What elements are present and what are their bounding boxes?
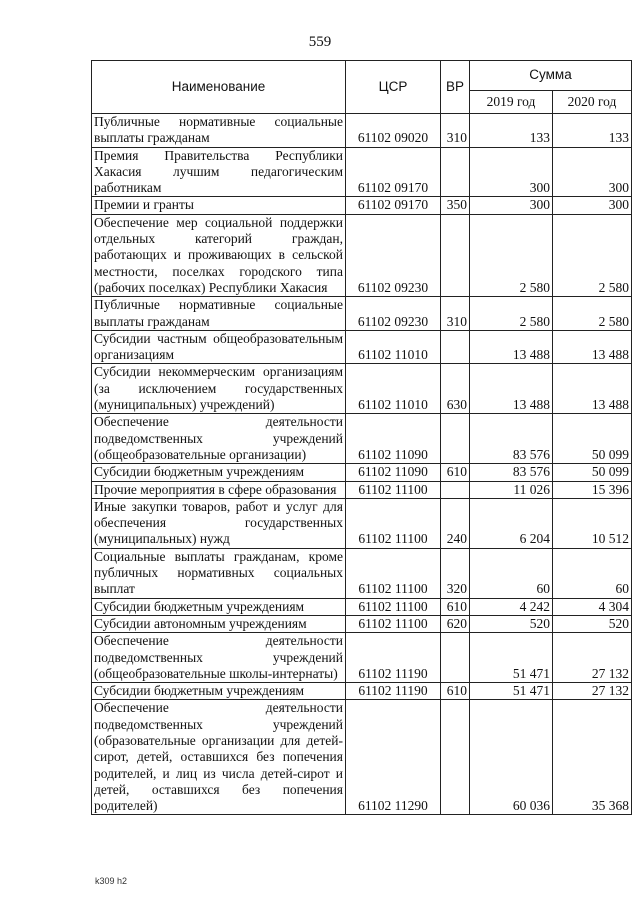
budget-table	[91, 60, 632, 815]
table-row	[92, 414, 632, 464]
cell-name: Публичные нормативные социальные выплаты гражданам	[92, 114, 346, 148]
cell-vr	[441, 700, 470, 815]
cell-vr: 630	[441, 364, 470, 414]
table-row	[92, 598, 632, 615]
cell-sum-2019: 51 471	[470, 683, 553, 700]
cell-vr: 610	[441, 464, 470, 481]
table-row	[92, 364, 632, 414]
cell-sum-2020: 300	[553, 197, 632, 214]
header-csr: ЦСР	[346, 61, 441, 114]
cell-sum-2019: 11 026	[470, 481, 553, 498]
cell-csr: 61102 11100	[346, 498, 441, 548]
cell-sum-2020: 2 580	[553, 297, 632, 331]
table-row	[92, 615, 632, 632]
cell-vr: 310	[441, 297, 470, 331]
cell-sum-2019: 300	[470, 147, 553, 197]
cell-sum-2019: 4 242	[470, 598, 553, 615]
header-sum: Сумма	[470, 61, 632, 91]
cell-sum-2020: 15 396	[553, 481, 632, 498]
cell-csr: 61102 11010	[346, 364, 441, 414]
cell-sum-2020: 10 512	[553, 498, 632, 548]
cell-csr: 61102 09230	[346, 214, 441, 296]
cell-name: Субсидии бюджетным учреждениям	[92, 683, 346, 700]
cell-vr	[441, 633, 470, 683]
cell-csr: 61102 09230	[346, 297, 441, 331]
cell-sum-2020: 300	[553, 147, 632, 197]
cell-name: Социальные выплаты гражданам, кроме публичных нормативных социальных выплат	[92, 548, 346, 598]
cell-name: Премия Правительства Республики Хакасия лучшим педагогическим работникам	[92, 147, 346, 197]
cell-sum-2020: 133	[553, 114, 632, 148]
cell-name: Обеспечение деятельности подведомственных учреждений (общеобразовательные школы-интернаты)	[92, 633, 346, 683]
header-name: Наименование	[92, 61, 346, 114]
table-row	[92, 297, 632, 331]
table-row	[92, 700, 632, 815]
table-row	[92, 633, 632, 683]
cell-vr	[441, 481, 470, 498]
table-row	[92, 147, 632, 197]
cell-vr	[441, 214, 470, 296]
table-row	[92, 330, 632, 364]
cell-csr: 61102 09170	[346, 147, 441, 197]
cell-sum-2020: 27 132	[553, 683, 632, 700]
cell-name: Субсидии бюджетным учреждениям	[92, 464, 346, 481]
cell-csr: 61102 11100	[346, 548, 441, 598]
cell-sum-2019: 6 204	[470, 498, 553, 548]
cell-csr: 61102 11090	[346, 414, 441, 464]
cell-sum-2019: 2 580	[470, 297, 553, 331]
cell-sum-2019: 13 488	[470, 364, 553, 414]
cell-csr: 61102 11190	[346, 633, 441, 683]
cell-sum-2019: 83 576	[470, 464, 553, 481]
cell-sum-2020: 4 304	[553, 598, 632, 615]
cell-vr: 620	[441, 615, 470, 632]
cell-sum-2020: 27 132	[553, 633, 632, 683]
cell-sum-2020: 13 488	[553, 330, 632, 364]
cell-csr: 61102 11100	[346, 481, 441, 498]
cell-name: Обеспечение деятельности подведомственных учреждений (общеобразовательные организации)	[92, 414, 346, 464]
cell-name: Обеспечение деятельности подведомственных учреждений (образовательные организации для детей-сирот, детей, оставшихся без попечения родителей, и лиц из числа детей-сирот и детей, оставшихся без попечения родителей)	[92, 700, 346, 815]
cell-csr: 61102 09020	[346, 114, 441, 148]
cell-vr	[441, 330, 470, 364]
cell-csr: 61102 11290	[346, 700, 441, 815]
header-year-2020: 2020 год	[553, 90, 632, 113]
cell-sum-2020: 520	[553, 615, 632, 632]
cell-name: Иные закупки товаров, работ и услуг для обеспечения государственных (муниципальных) нужд	[92, 498, 346, 548]
cell-csr: 61102 11090	[346, 464, 441, 481]
cell-sum-2020: 60	[553, 548, 632, 598]
cell-name: Субсидии бюджетным учреждениям	[92, 598, 346, 615]
table-row	[92, 214, 632, 296]
table-body	[92, 114, 632, 815]
cell-csr: 61102 11010	[346, 330, 441, 364]
table-row	[92, 683, 632, 700]
cell-name: Прочие мероприятия в сфере образования	[92, 481, 346, 498]
cell-sum-2019: 60	[470, 548, 553, 598]
header-year-2019: 2019 год	[470, 90, 553, 113]
cell-sum-2020: 2 580	[553, 214, 632, 296]
cell-csr: 61102 09170	[346, 197, 441, 214]
cell-vr: 320	[441, 548, 470, 598]
table-row	[92, 498, 632, 548]
cell-name: Публичные нормативные социальные выплаты гражданам	[92, 297, 346, 331]
cell-csr: 61102 11100	[346, 598, 441, 615]
cell-sum-2019: 83 576	[470, 414, 553, 464]
cell-vr: 310	[441, 114, 470, 148]
cell-vr: 610	[441, 683, 470, 700]
cell-vr	[441, 147, 470, 197]
cell-sum-2020: 13 488	[553, 364, 632, 414]
cell-sum-2019: 133	[470, 114, 553, 148]
cell-name: Обеспечение мер социальной поддержки отдельных категорий граждан, работающих и проживающих в сельской местности, поселках городского типа (рабочих поселках) Республики Хакасия	[92, 214, 346, 296]
cell-vr: 610	[441, 598, 470, 615]
table-row	[92, 548, 632, 598]
cell-name: Субсидии частным общеобразовательным организациям	[92, 330, 346, 364]
cell-name: Субсидии некоммерческим организациям (за исключением государственных (муниципальных) учреждений)	[92, 364, 346, 414]
cell-sum-2019: 300	[470, 197, 553, 214]
cell-vr	[441, 414, 470, 464]
cell-vr: 240	[441, 498, 470, 548]
header-vr: ВР	[441, 61, 470, 114]
table-row	[92, 481, 632, 498]
cell-vr: 350	[441, 197, 470, 214]
table-row	[92, 197, 632, 214]
cell-sum-2020: 50 099	[553, 464, 632, 481]
footer-code: k309 h2	[95, 876, 128, 886]
cell-sum-2020: 50 099	[553, 414, 632, 464]
cell-name: Премии и гранты	[92, 197, 346, 214]
cell-csr: 61102 11100	[346, 615, 441, 632]
cell-sum-2019: 60 036	[470, 700, 553, 815]
cell-sum-2019: 51 471	[470, 633, 553, 683]
cell-sum-2020: 35 368	[553, 700, 632, 815]
cell-sum-2019: 2 580	[470, 214, 553, 296]
table-header-row	[92, 61, 632, 91]
cell-sum-2019: 13 488	[470, 330, 553, 364]
cell-csr: 61102 11190	[346, 683, 441, 700]
table-row	[92, 114, 632, 148]
cell-name: Субсидии автономным учреждениям	[92, 615, 346, 632]
cell-sum-2019: 520	[470, 615, 553, 632]
table-row	[92, 464, 632, 481]
page-number: 559	[308, 34, 332, 50]
